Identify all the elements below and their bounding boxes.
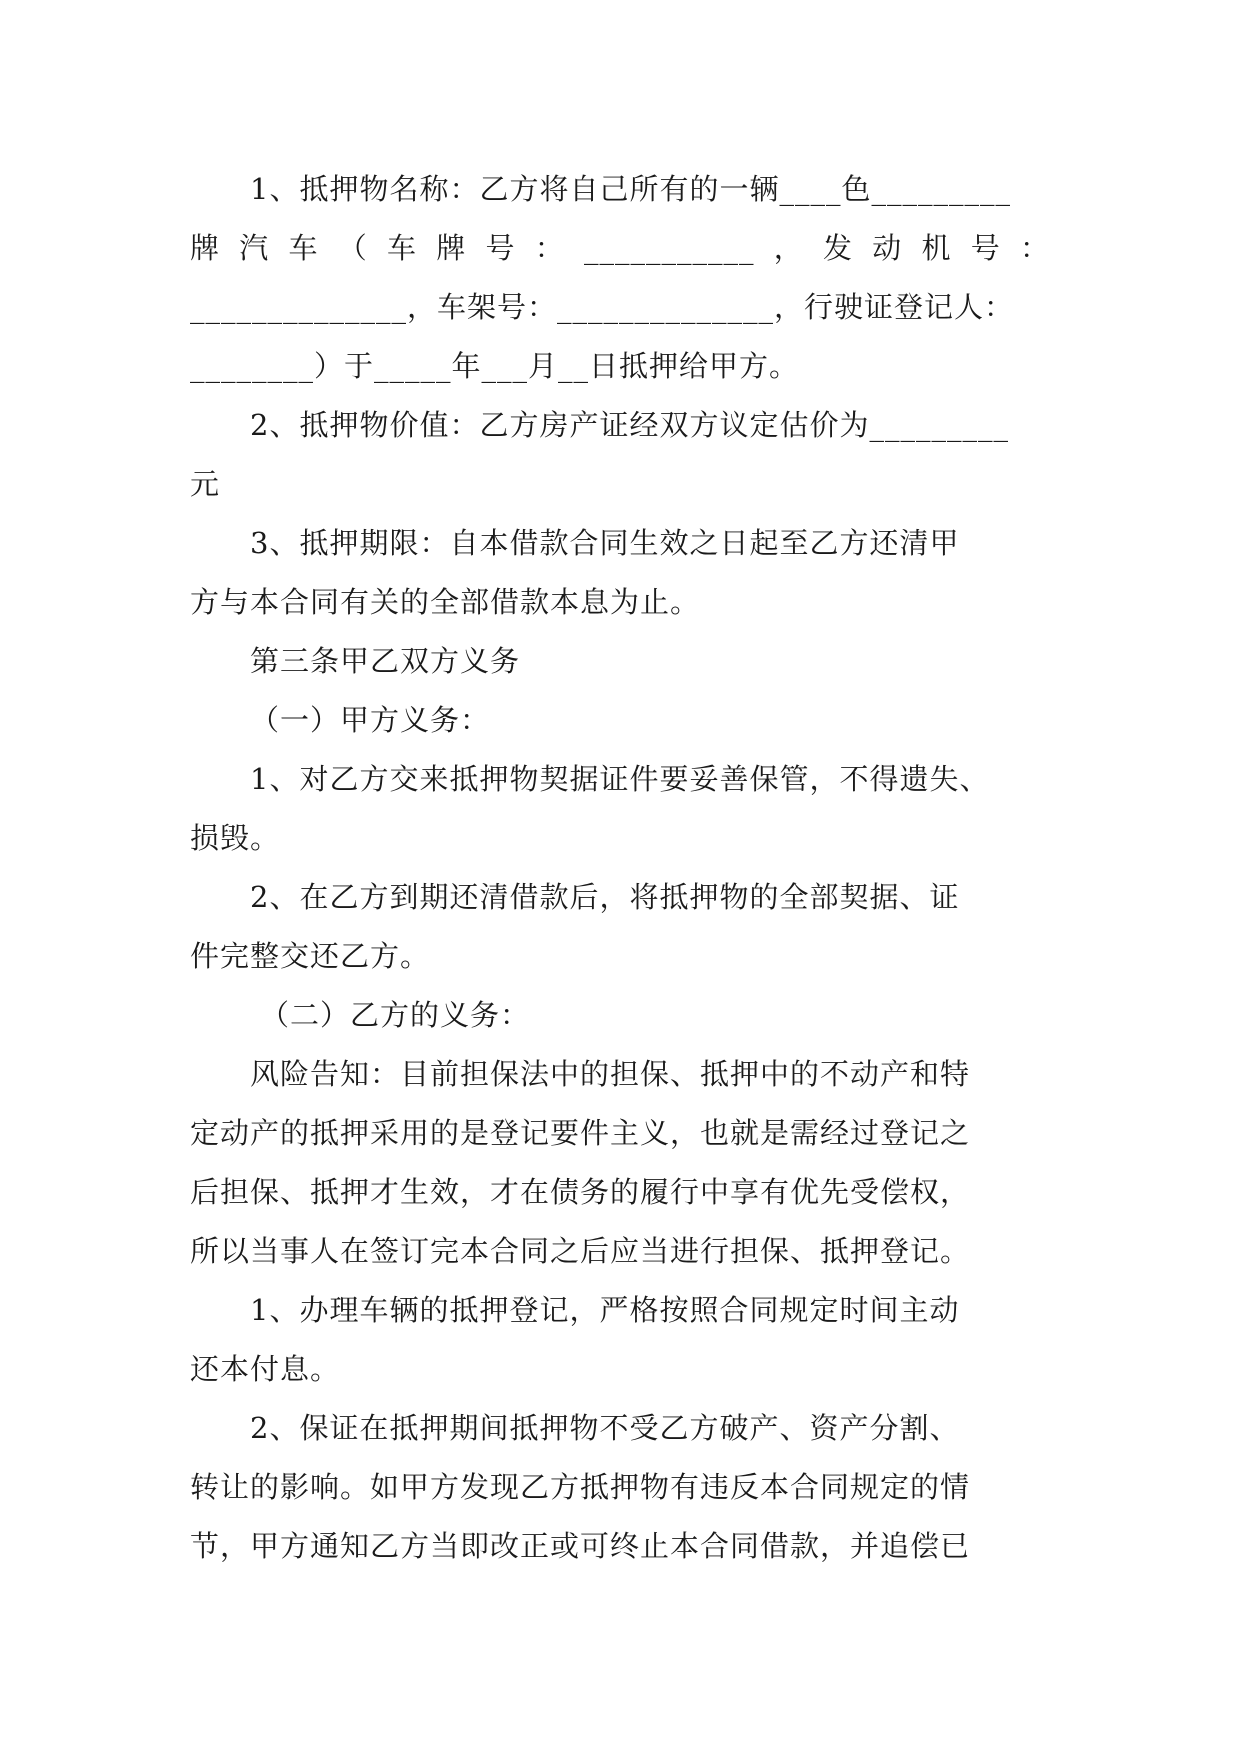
section-heading: 第三条甲乙双方义务	[250, 644, 521, 678]
text-line: 牌汽车（车牌号：___________，发动机号：	[190, 231, 1050, 265]
text-line: 损毁。	[190, 821, 281, 855]
clause-collateral-term: 3、抵押期限：自本借款合同生效之日起至乙方还清甲	[250, 526, 960, 560]
clause-party-b-1: 1、办理车辆的抵押登记，严格按照合同规定时间主动	[250, 1293, 960, 1327]
clause-party-a-2: 2、在乙方到期还清借款后，将抵押物的全部契据、证	[250, 880, 960, 914]
subsection-heading-party-a: （一）甲方义务：	[250, 703, 491, 737]
text-line: 所以当事人在签订完本合同之后应当进行担保、抵押登记。	[190, 1234, 971, 1268]
risk-notice: 风险告知：目前担保法中的担保、抵押中的不动产和特	[250, 1057, 971, 1091]
text-line: 方与本合同有关的全部借款本息为止。	[190, 585, 701, 619]
text-line: 元	[190, 467, 221, 501]
text-line: 件完整交还乙方。	[190, 939, 431, 973]
clause-collateral-name: 1、抵押物名称：乙方将自己所有的一辆____色_________	[250, 172, 1011, 206]
text-line: 定动产的抵押采用的是登记要件主义，也就是需经过登记之	[190, 1116, 971, 1150]
contract-body	[190, 160, 1050, 1576]
text-line: ______________，车架号：______________，行驶证登记人：	[190, 290, 1015, 324]
text-line: ________）于_____年___月__日抵押给甲方。	[190, 349, 800, 383]
clause-party-b-2: 2、保证在抵押期间抵押物不受乙方破产、资产分割、	[250, 1411, 960, 1445]
text-line: 节，甲方通知乙方当即改正或可终止本合同借款，并追偿已	[190, 1529, 971, 1563]
clause-collateral-value: 2、抵押物价值：乙方房产证经双方议定估价为_________	[250, 408, 1009, 442]
subsection-heading-party-b: （二）乙方的义务：	[260, 998, 531, 1032]
text-line: 后担保、抵押才生效，才在债务的履行中享有优先受偿权，	[190, 1175, 971, 1209]
clause-party-a-1: 1、对乙方交来抵押物契据证件要妥善保管，不得遗失、	[250, 762, 990, 796]
text-line: 还本付息。	[190, 1352, 341, 1386]
text-line: 转让的影响。如甲方发现乙方抵押物有违反本合同规定的情	[190, 1470, 971, 1504]
